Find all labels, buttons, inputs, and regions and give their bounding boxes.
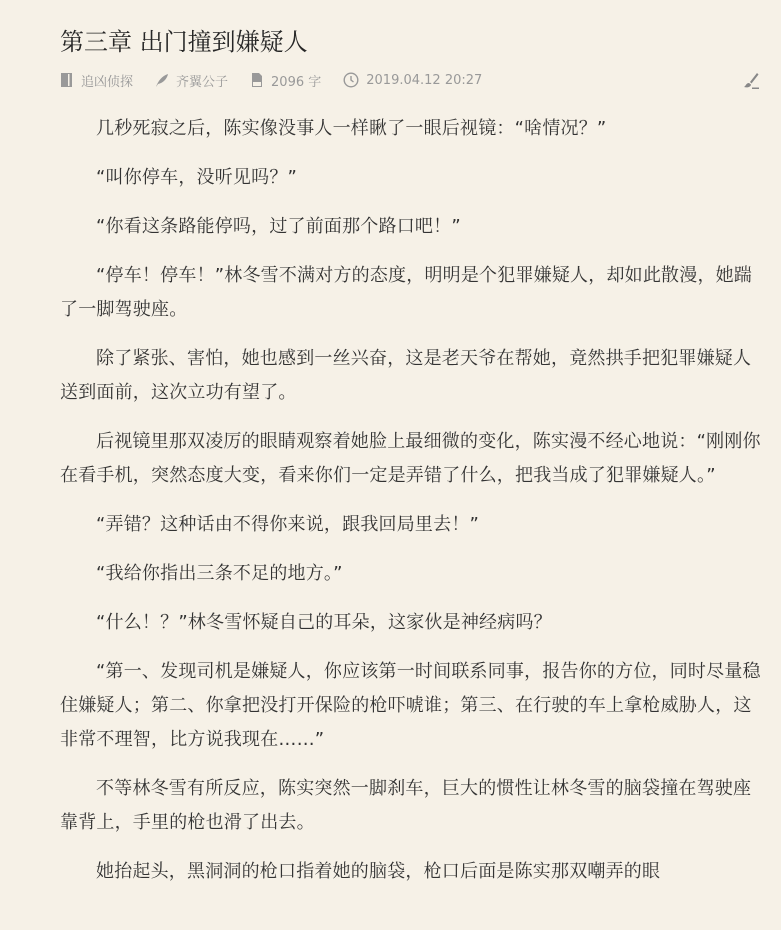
- paragraph: “你看这条路能停吗，过了前面那个路口吧！”: [96, 216, 461, 237]
- clock-icon: [343, 72, 359, 88]
- paragraph: 后视镜里那双凌厉的眼睛观察着她脸上最细微的变化，陈实漫不经心地说：“刚刚你在看手机，突然态度大变，看来你们一定是弄错了什么，把我当成了犯罪嫌疑人。”: [60, 431, 761, 486]
- book-link[interactable]: [60, 71, 133, 90]
- chapter-meta: [60, 68, 764, 92]
- paragraph: “弄错？这种话由不得你来说，跟我回局里去！”: [96, 514, 480, 535]
- paragraph: “我给你指出三条不足的地方。”: [96, 563, 343, 584]
- chapter: [60, 22, 764, 904]
- chapter-content: [60, 112, 764, 889]
- chapter-title: 第三章 出门撞到嫌疑人: [60, 28, 308, 56]
- paragraph: 不等林冬雪有所反应，陈实突然一脚刹车，巨大的惯性让林冬雪的脑袋撞在驾驶座靠背上，手里的枪也滑了出去。: [60, 778, 752, 833]
- document-count-icon: [250, 73, 264, 87]
- paragraph: “第一、发现司机是嫌疑人，你应该第一时间联系同事，报告你的方位，同时尽量稳住嫌疑人；第二、你拿把没打开保险的枪吓唬谁；第三、在行驶的车上拿枪威胁人，这非常不理智，比方说我现在……”: [60, 661, 761, 750]
- word-count: [250, 71, 321, 90]
- paragraph: “叫你停车，没听见吗？”: [96, 167, 298, 188]
- update-time-text: 2019.04.12 20:27: [366, 72, 483, 88]
- author-name: 齐翼公子: [176, 74, 229, 90]
- update-time: [343, 72, 482, 88]
- paragraph: 几秒死寂之后，陈实像没事人一样瞅了一眼后视镜：“啥情况？”: [96, 118, 607, 139]
- paragraph: 她抬起头，黑洞洞的枪口指着她的脑袋，枪口后面是陈实那双嘲弄的眼: [96, 861, 661, 882]
- book-icon: [60, 73, 74, 87]
- author-link[interactable]: [155, 71, 228, 90]
- paragraph: 除了紧张、害怕，她也感到一丝兴奋，这是老天爷在帮她，竟然拱手把犯罪嫌疑人送到面前，这次立功有望了。: [60, 348, 752, 403]
- paragraph: “什么！？”林冬雪怀疑自己的耳朵，这家伙是神经病吗？: [96, 612, 552, 633]
- brush-icon[interactable]: [742, 72, 760, 90]
- word-count-text: 2096 字: [271, 74, 322, 90]
- paragraph: “停车！停车！”林冬雪不满对方的态度，明明是个犯罪嫌疑人，却如此散漫，她踹了一脚驾驶座。: [60, 265, 753, 320]
- book-name: 追凶侦探: [81, 74, 134, 90]
- quill-icon: [155, 73, 169, 87]
